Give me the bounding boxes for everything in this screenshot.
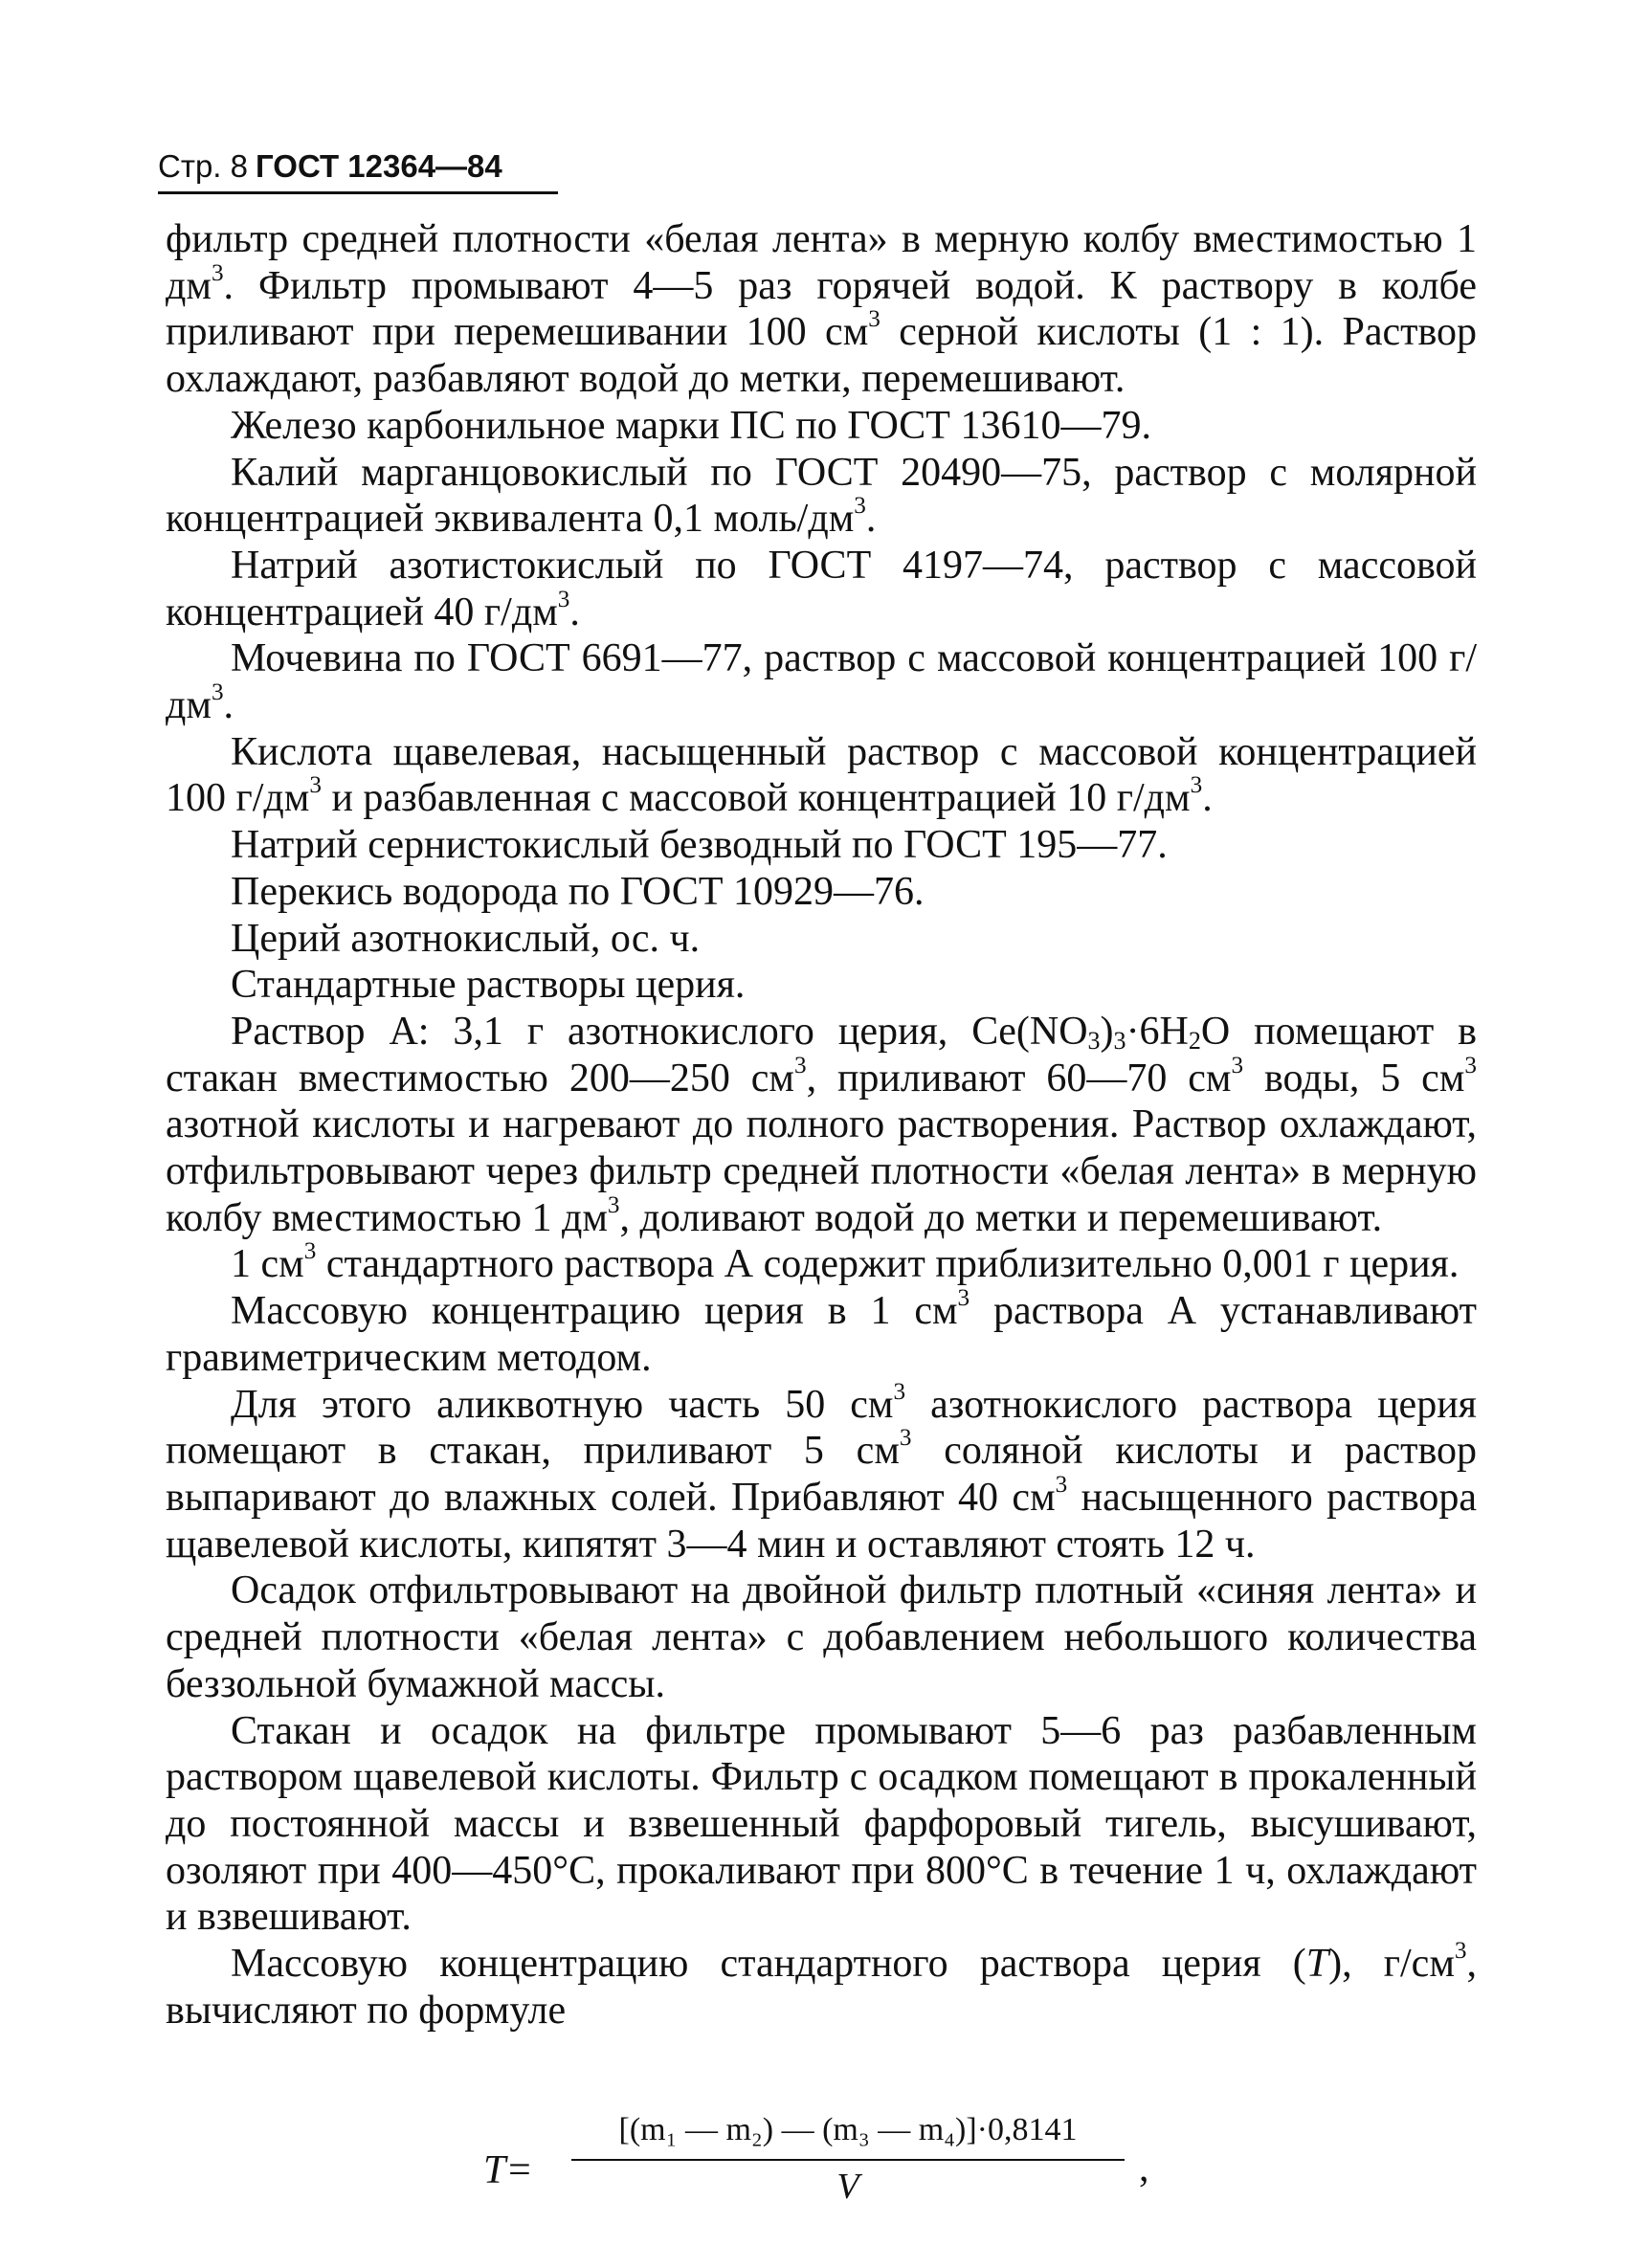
text: и разбавленная с массовой концентрацией 10 г/дм bbox=[321, 776, 1191, 821]
text: ) bbox=[1100, 1009, 1114, 1054]
text: Натрий азотистокислый по ГОСТ 4197—74, раствор с массовой концентрацией 40 г/дм bbox=[166, 543, 1477, 634]
paragraph-peroxide bbox=[166, 869, 1477, 916]
text: O помещают в стакан вместимостью 200—250 см bbox=[166, 1009, 1477, 1101]
formula-comma: , bbox=[1139, 2146, 1149, 2190]
paragraph-iron bbox=[166, 403, 1477, 450]
text: Железо карбонильное марки ПС по ГОСТ 13610—79. bbox=[231, 403, 1151, 448]
text: Для этого аликвотную часть 50 см bbox=[231, 1382, 894, 1427]
page-header bbox=[158, 145, 558, 194]
variable: Т bbox=[1305, 1942, 1329, 1987]
text: раствора А устанавливают гравиметрическим методом. bbox=[166, 1289, 1477, 1380]
superscript: 3 bbox=[1464, 1052, 1477, 1078]
paragraph-aliquot bbox=[166, 1378, 1478, 1568]
text: соляной кислоты и раствор выпаривают до влажных солей. Прибавляют 40 см bbox=[166, 1429, 1477, 1520]
text: серной кислоты (1 : 1). Раствор охлаждают, разбавляют водой до метки, перемешивают. bbox=[166, 310, 1478, 402]
text: фильтр средней плотности «белая лента» в мерную колбу вместимостью 1 дм bbox=[166, 217, 1477, 308]
text: насыщенного раствора щавелевой кислоты, кипятят 3—4 мин и оставляют стоять 12 ч. bbox=[166, 1475, 1478, 1567]
text: Церий азотнокислый, ос. ч. bbox=[231, 916, 701, 961]
paragraph-solution-a-content bbox=[166, 1238, 1477, 1288]
superscript: 3 bbox=[211, 259, 224, 286]
text: стандартного раствора А содержит приблизительно 0,001 г церия. bbox=[316, 1242, 1460, 1287]
formula-numerator: [(m₁ — m₂) — (m₃ — m₄)]·0,8141 bbox=[571, 2107, 1125, 2161]
text: Калий марганцовокислый по ГОСТ 20490—75, раствор с молярной концентрацией эквивалента 0,1 моль/дм bbox=[166, 450, 1477, 542]
text: . bbox=[1202, 776, 1213, 821]
text: Стакан и осадок на фильтре промывают 5—6 раз разбавленным раствором щавелевой кислоты. Фильтр с осадком помещают в прокаленный до постоянной массы и взвешенный фарфоровый тигель, высушивают, озоляют при 400—450°С, прокаливают при 800°С в течение 1 ч, охлаждают и взвешивают. bbox=[166, 1708, 1477, 1940]
text: азотной кислоты и нагревают до полного растворения. Раствор охлаждают, отфильтровывают через фильтр средней плотности «белая лента» в мерную колбу вместимостью 1 дм bbox=[166, 1102, 1477, 1240]
text: . Фильтр промывают 4—5 раз горячей водой. К раствору в колбе приливают при перемешивании 100 см bbox=[166, 263, 1477, 355]
paragraph-permanganate bbox=[166, 450, 1477, 543]
superscript: 3 bbox=[957, 1285, 970, 1312]
text: Кислота щавелевая, насыщенный раствор с массовой концентрацией 100 г/дм bbox=[166, 729, 1477, 821]
text: Стандартные растворы церия. bbox=[231, 963, 746, 1008]
superscript: 3 bbox=[1055, 1472, 1068, 1499]
text: ·6H bbox=[1126, 1009, 1189, 1054]
superscript: 3 bbox=[1231, 1052, 1244, 1078]
text: азотнокислого раствора церия помещают в стакан, приливают 5 см bbox=[166, 1382, 1477, 1474]
paragraph-formula-intro bbox=[166, 1938, 1477, 2034]
text: Осадок отфильтровывают на двойной фильтр плотный «синяя лента» и средней плотности «белая лента» с добавлением небольшого количества беззольной бумажной массы. bbox=[166, 1568, 1477, 1706]
superscript: 3 bbox=[303, 1238, 317, 1265]
superscript: 3 bbox=[1190, 772, 1203, 799]
superscript: 3 bbox=[309, 772, 322, 799]
superscript: 3 bbox=[868, 306, 880, 333]
subscript: 2 bbox=[1188, 1027, 1201, 1056]
text: воды, 5 см bbox=[1243, 1056, 1465, 1101]
text: Раствор А: 3,1 г азотнокислого церия, Ce(NO bbox=[231, 1009, 1088, 1054]
superscript: 3 bbox=[893, 1378, 906, 1405]
subscript: 3 bbox=[1113, 1027, 1126, 1056]
text: , вычисляют по формуле bbox=[166, 1942, 1477, 2033]
text: Массовую концентрацию церия в 1 см bbox=[231, 1289, 958, 1334]
document-body bbox=[166, 216, 1477, 2034]
text: Перекись водорода по ГОСТ 10929—76. bbox=[231, 869, 925, 914]
text: , приливают 60—70 см bbox=[806, 1056, 1232, 1101]
superscript: 3 bbox=[1454, 1938, 1467, 1965]
text: Натрий сернистокислый безводный по ГОСТ 195—77. bbox=[231, 823, 1168, 868]
text: . bbox=[865, 497, 877, 542]
paragraph-cerium-nitrate bbox=[166, 916, 1477, 963]
superscript: 3 bbox=[211, 679, 224, 706]
superscript: 3 bbox=[899, 1425, 912, 1452]
subscript: 3 bbox=[1087, 1027, 1101, 1056]
paragraph-urea bbox=[166, 635, 1477, 728]
paragraph-oxalic-acid bbox=[166, 729, 1477, 822]
text: Массовую концентрацию стандартного раствора церия ( bbox=[231, 1942, 1306, 1987]
text: Мочевина по ГОСТ 6691—77, раствор с массовой концентрацией 100 г/дм bbox=[166, 636, 1477, 728]
paragraph-nitrite bbox=[166, 543, 1477, 635]
paragraph-washing bbox=[166, 1708, 1477, 1942]
paragraph-standard-solutions bbox=[166, 962, 1477, 1009]
text: . bbox=[223, 683, 234, 728]
paragraph-sulfite bbox=[166, 822, 1477, 869]
paragraph-gravimetric bbox=[166, 1285, 1477, 1381]
superscript: 3 bbox=[607, 1191, 620, 1218]
standard-number: ГОСТ 12364—84 bbox=[256, 148, 502, 184]
page-number: Стр. 8 bbox=[158, 148, 248, 184]
superscript: 3 bbox=[793, 1052, 807, 1078]
text: ), г/см bbox=[1328, 1942, 1455, 1987]
formula-lhs: T= bbox=[483, 2148, 533, 2192]
paragraph-solution-a bbox=[166, 1009, 1477, 1242]
text: . bbox=[569, 589, 580, 634]
superscript: 3 bbox=[854, 493, 866, 520]
formula-denominator: V bbox=[836, 2167, 859, 2207]
text: , доливают водой до метки и перемешивают. bbox=[619, 1195, 1383, 1240]
formula-fraction bbox=[571, 2107, 1125, 2212]
text: 1 см bbox=[231, 1242, 304, 1287]
paragraph-filter bbox=[166, 216, 1477, 403]
paragraph-precipitate bbox=[166, 1568, 1477, 1707]
superscript: 3 bbox=[557, 586, 570, 612]
